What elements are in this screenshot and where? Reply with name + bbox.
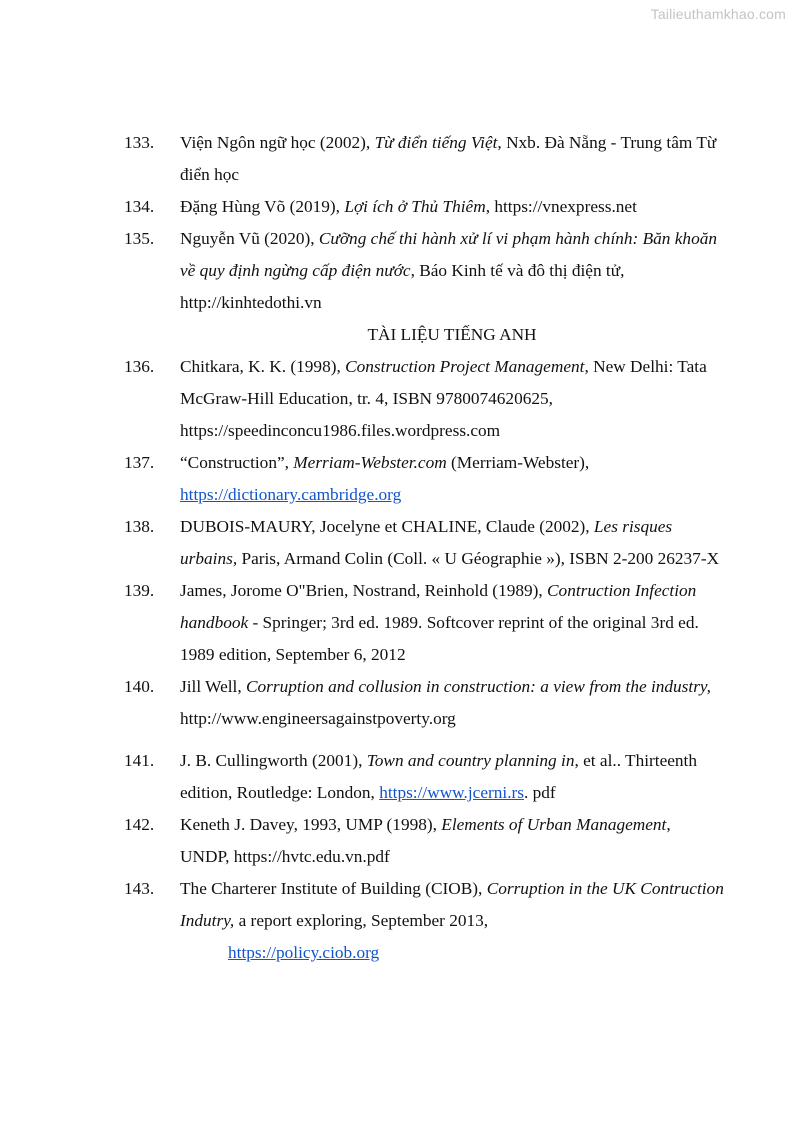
reference-item [124,127,724,191]
reference-link[interactable]: https://policy.ciob.org [228,943,380,962]
reference-number: 142. [124,815,155,834]
reference-text: Keneth J. Davey, 1993, UMP (1998), Elements of Urban Management, UNDP, https://hvtc.edu.vn.pdf [180,815,671,866]
reference-number: 135. [124,229,155,248]
reference-item [124,351,724,447]
reference-number: 141. [124,751,155,770]
reference-list [124,127,724,969]
reference-text: Viện Ngôn ngữ học (2002), Từ điển tiếng Việt, Nxb. Đà Nẵng - Trung tâm Từ điển học [180,133,717,184]
reference-text: The Charterer Institute of Building (CIOB), Corruption in the UK Contruction Indutry, a report exploring, September 2013, https://policy.ciob.org [180,879,724,962]
reference-number: 139. [124,581,155,600]
reference-text: James, Jorome O"Brien, Nostrand, Reinhold (1989), Contruction Infection handbook - Springer; 3rd ed. 1989. Softcover reprint of the original 3rd ed. 1989 edition, September 6, 2012 [180,581,699,664]
watermark: Tailieuthamkhao.com [650,6,786,22]
reference-link[interactable]: https://www.jcerni.rs [379,783,524,802]
reference-item [124,191,724,223]
reference-text: DUBOIS-MAURY, Jocelyne et CHALINE, Claude (2002), Les risques urbains, Paris, Armand Colin (Coll. « U Géographie »), ISBN 2-200 26237-X [180,517,720,568]
section-heading: TÀI LIỆU TIẾNG ANH [367,325,537,344]
reference-number: 133. [124,133,155,152]
reference-number: 137. [124,453,155,472]
reference-text: Jill Well, Corruption and collusion in construction: a view from the industry, http://www.engineersagainstpoverty.org [180,677,711,728]
reference-item [124,873,724,969]
reference-number: 138. [124,517,155,536]
reference-number: 140. [124,677,155,696]
reference-text: J. B. Cullingworth (2001), Town and country planning in, et al.. Thirteenth edition, Routledge: London, https://www.jcerni.rs. pdf [180,751,697,802]
reference-number: 134. [124,197,155,216]
reference-number: 136. [124,357,155,376]
reference-item [124,447,724,511]
reference-text: Nguyễn Vũ (2020), Cưỡng chế thi hành xử lí vi phạm hành chính: Băn khoăn về quy định ngừng cấp điện nước, Báo Kinh tế và đô thị điện tử, http://kinhtedothi.vn [180,229,717,312]
reference-item [124,809,724,873]
reference-number: 143. [124,879,155,898]
reference-text: Đặng Hùng Võ (2019), Lợi ích ở Thủ Thiêm, https://vnexpress.net [180,197,637,216]
reference-item [124,511,724,575]
reference-item [124,223,724,319]
reference-text: Chitkara, K. K. (1998), Construction Project Management, New Delhi: Tata McGraw-Hill Education, tr. 4, ISBN 9780074620625, https://speedinconcu1986.files.wordpress.com [180,357,707,440]
reference-item [124,745,724,809]
reference-item [124,575,724,671]
reference-item [124,671,724,735]
reference-link[interactable]: https://dictionary.cambridge.org [180,485,402,504]
reference-text: “Construction”, Merriam-Webster.com (Merriam-Webster), https://dictionary.cambridge.org [180,453,590,504]
